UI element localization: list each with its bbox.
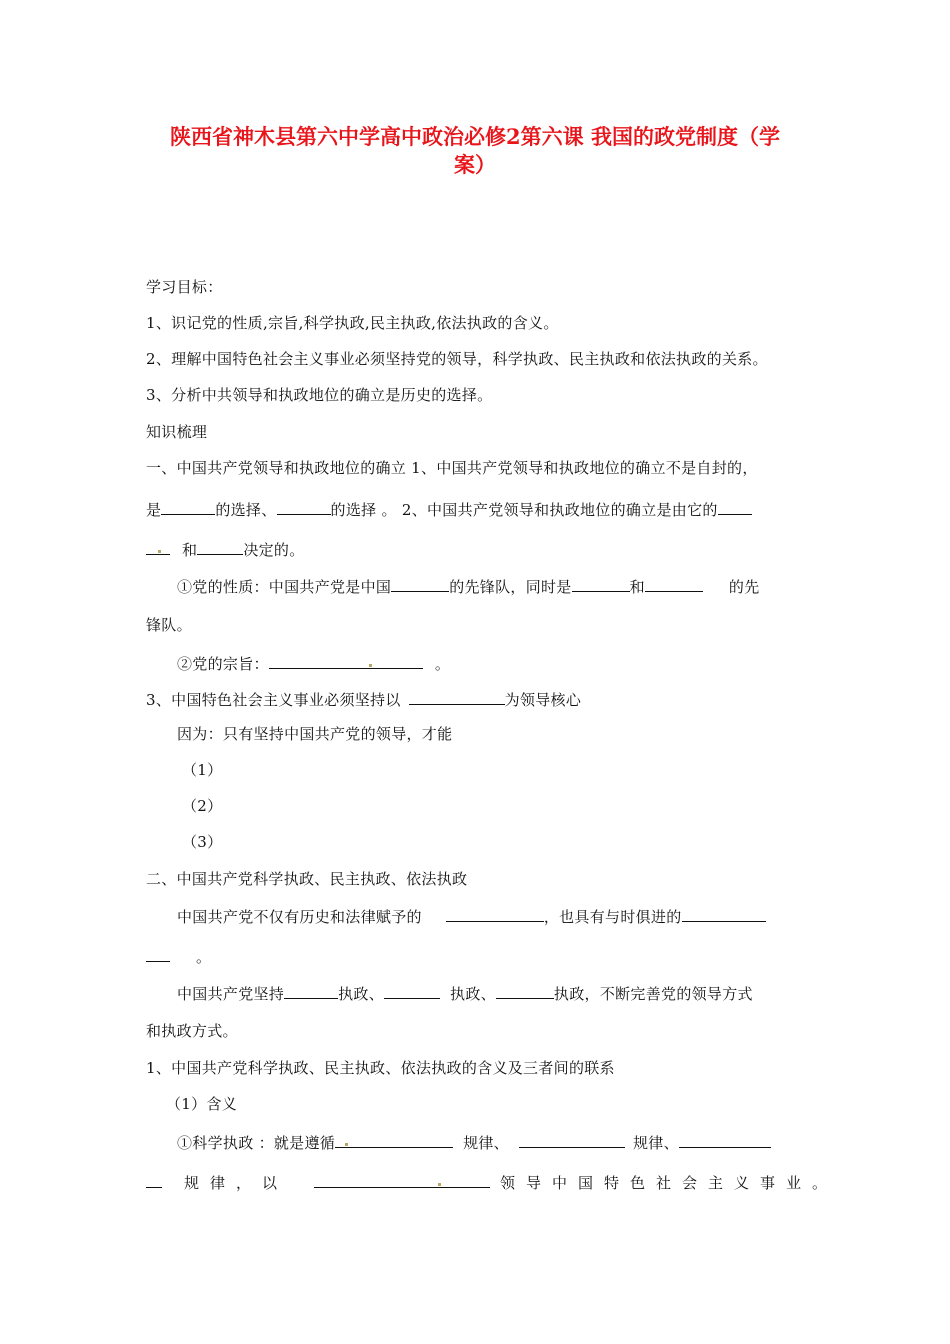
text-fragment: 和 <box>182 541 198 559</box>
fill-blank[interactable] <box>409 688 505 705</box>
section-1-line-2 <box>146 498 752 520</box>
fill-blank[interactable] <box>335 1131 453 1148</box>
text-fragment: ，也具有与时俱进的 <box>543 908 682 926</box>
party-purpose-line <box>177 652 450 674</box>
text-fragment: 3、中国特色社会主义事业必须坚持以 <box>146 691 401 709</box>
fill-blank[interactable] <box>391 575 449 592</box>
text-fragment: 的先 <box>728 578 760 596</box>
fill-blank[interactable] <box>197 538 243 555</box>
fill-blank[interactable] <box>384 982 440 999</box>
fill-blank[interactable] <box>679 1131 771 1148</box>
fill-blank[interactable] <box>718 498 752 515</box>
document-title-line-1: 陕西省神木县第六中学高中政治必修2第六课 我国的政党制度（学 <box>170 124 780 149</box>
party-nature-line <box>177 575 760 597</box>
fill-blank[interactable] <box>277 498 331 515</box>
point-1-heading: 1、中国共产党科学执政、民主执政、依法执政的含义及三者间的联系 <box>146 1059 615 1077</box>
document-title-line-2: 案） <box>454 152 496 177</box>
objective-item: 1、识记党的性质,宗旨,科学执政,民主执政,依法执政的含义。 <box>146 314 559 332</box>
fill-blank[interactable] <box>284 982 338 999</box>
text-fragment: 决定的。 <box>243 541 305 559</box>
text-fragment: 中国共产党不仅有历史和法律赋予的 <box>177 908 422 926</box>
text-fragment: 规律、 <box>632 1134 679 1152</box>
objectives-heading: 学习目标： <box>146 278 223 296</box>
objective-item: 3、分析中共领导和执政地位的确立是历史的选择。 <box>146 386 493 404</box>
fill-blank[interactable] <box>146 945 170 962</box>
text-fragment: 是 <box>146 501 162 519</box>
text-fragment: 的选择、 <box>215 501 277 519</box>
text-fragment: 领导中国特色社会主义事业。 <box>500 1174 839 1192</box>
text-fragment: 中国共产党坚持 <box>177 985 285 1003</box>
fill-blank[interactable] <box>161 498 215 515</box>
text-fragment: 。 <box>434 655 451 673</box>
fill-blank[interactable] <box>269 652 423 669</box>
fill-blank[interactable] <box>572 575 630 592</box>
list-item: （2） <box>182 797 223 815</box>
leadership-core-line <box>146 688 581 710</box>
text-fragment: ①党的性质：中国共产党是中国 <box>177 578 392 596</box>
scientific-governance-continued <box>146 1171 838 1193</box>
fill-blank[interactable] <box>446 905 544 922</box>
text-fragment: 规律、 <box>463 1134 509 1152</box>
fill-blank[interactable] <box>314 1171 490 1188</box>
because-line: 因为：只有坚持中国共产党的领导，才能 <box>177 725 453 743</box>
fill-blank[interactable] <box>645 575 703 592</box>
section-2-para-1-continued <box>146 945 211 967</box>
party-nature-continued: 锋队。 <box>146 616 192 634</box>
text-fragment: 执政、 <box>450 985 496 1003</box>
fill-blank[interactable] <box>519 1131 625 1148</box>
fill-blank[interactable] <box>682 905 766 922</box>
fill-blank[interactable] <box>146 1171 162 1188</box>
meaning-subheading: （1）含义 <box>166 1095 238 1113</box>
text-fragment: 的选择 。 2、中国共产党领导和执政地位的确立是由它的 <box>330 501 718 519</box>
list-item: （1） <box>182 761 223 779</box>
fill-blank[interactable] <box>146 538 170 555</box>
section-1-line-1: 一、中国共产党领导和执政地位的确立 1、中国共产党领导和执政地位的确立不是自封的， <box>146 459 758 477</box>
text-fragment: 的先锋队，同时是 <box>449 578 572 596</box>
fill-blank[interactable] <box>496 982 554 999</box>
text-fragment: ①科学执政 ：就是遵循 <box>177 1134 336 1152</box>
text-fragment: 执政，不断完善党的领导方式 <box>553 985 753 1003</box>
text-fragment: 为领导核心 <box>504 691 582 709</box>
section-2-heading: 二、中国共产党科学执政、民主执政、依法执政 <box>146 870 468 888</box>
text-fragment: ②党的宗旨： <box>177 655 269 673</box>
objective-item: 2、理解中国特色社会主义事业必须坚持党的领导，科学执政、民主执政和依法执政的关系。 <box>146 350 768 368</box>
section-2-para-2 <box>177 982 753 1004</box>
list-item: （3） <box>182 833 223 851</box>
section-2-para-1 <box>177 905 766 927</box>
section-1-line-3 <box>146 538 305 560</box>
knowledge-heading: 知识梳理 <box>146 423 208 441</box>
text-fragment: 规律，以 <box>184 1174 289 1192</box>
text-fragment: 和 <box>629 578 645 596</box>
text-fragment: 。 <box>196 948 212 966</box>
section-2-para-2-continued: 和执政方式。 <box>146 1022 238 1040</box>
scientific-governance-line <box>177 1131 771 1153</box>
text-fragment: 执政、 <box>338 985 385 1003</box>
